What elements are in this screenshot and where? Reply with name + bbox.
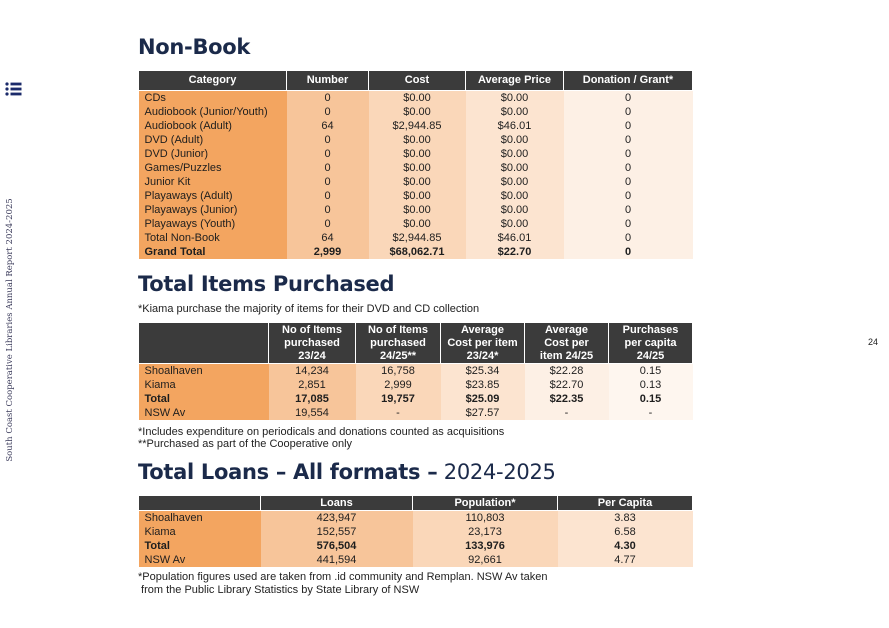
nonbook-cell: 0 xyxy=(564,245,693,259)
purchased-cell: 19,757 xyxy=(356,392,441,406)
purchased-title: Total Items Purchased xyxy=(138,272,395,296)
purchased-cell: Shoalhaven xyxy=(139,364,269,379)
nonbook-cell: $0.00 xyxy=(466,147,564,161)
nonbook-cell: Junior Kit xyxy=(139,175,287,189)
nonbook-cell: Audiobook (Adult) xyxy=(139,119,287,133)
nonbook-cell: DVD (Junior) xyxy=(139,147,287,161)
nonbook-cell: $0.00 xyxy=(369,203,466,217)
purchased-cell: $22.70 xyxy=(525,378,609,392)
loans-cell: NSW Av xyxy=(139,553,261,567)
nonbook-header-2: Cost xyxy=(369,71,466,91)
nonbook-cell: 0 xyxy=(287,133,369,147)
purchased-cell: 17,085 xyxy=(269,392,356,406)
nonbook-cell: 0 xyxy=(287,203,369,217)
nonbook-cell: 0 xyxy=(564,105,693,119)
nonbook-cell: $0.00 xyxy=(369,161,466,175)
nonbook-cell: Playaways (Youth) xyxy=(139,217,287,231)
purchased-footnote-1: *Includes expenditure on periodicals and donations counted as acquisitions xyxy=(138,426,505,438)
nonbook-row xyxy=(139,161,693,175)
loans-cell: Total xyxy=(139,539,261,553)
nonbook-title: Non-Book xyxy=(138,35,251,59)
purchased-table xyxy=(138,322,693,420)
nonbook-cell: $22.70 xyxy=(466,245,564,259)
nonbook-cell: 64 xyxy=(287,231,369,245)
nonbook-row xyxy=(139,245,693,259)
loans-cell: 441,594 xyxy=(261,553,413,567)
purchased-cell: $22.28 xyxy=(525,364,609,379)
nonbook-cell: 0 xyxy=(287,161,369,175)
nonbook-cell: $68,062.71 xyxy=(369,245,466,259)
nonbook-cell: Games/Puzzles xyxy=(139,161,287,175)
purchased-cell: $22.35 xyxy=(525,392,609,406)
nonbook-row xyxy=(139,119,693,133)
loans-row xyxy=(139,539,693,553)
page-number: 24 xyxy=(868,337,879,347)
purchased-cell: 0.15 xyxy=(609,392,693,406)
nonbook-cell: $0.00 xyxy=(369,105,466,119)
loans-cell: 92,661 xyxy=(413,553,558,567)
purchased-footnote-2: **Purchased as part of the Cooperative only xyxy=(138,438,353,450)
purchased-cell: 0.15 xyxy=(609,364,693,379)
nonbook-row xyxy=(139,217,693,231)
purchased-cell: 19,554 xyxy=(269,406,356,420)
nonbook-cell: 0 xyxy=(564,91,693,106)
nonbook-cell: DVD (Adult) xyxy=(139,133,287,147)
loans-cell: 6.58 xyxy=(558,525,693,539)
nonbook-cell: Audiobook (Junior/Youth) xyxy=(139,105,287,119)
nonbook-row xyxy=(139,105,693,119)
purchased-cell: - xyxy=(356,406,441,420)
loans-header-0 xyxy=(139,496,261,511)
purchased-cell: 2,851 xyxy=(269,378,356,392)
nonbook-cell: 0 xyxy=(564,189,693,203)
purchased-header-4: Average Cost per item 24/25 xyxy=(525,323,609,364)
purchased-row xyxy=(139,392,693,406)
nonbook-cell: 0 xyxy=(287,175,369,189)
loans-cell: 23,173 xyxy=(413,525,558,539)
purchased-cell: - xyxy=(525,406,609,420)
purchased-cell: $25.09 xyxy=(441,392,525,406)
nonbook-cell: $0.00 xyxy=(369,147,466,161)
nonbook-cell: 0 xyxy=(287,147,369,161)
loans-cell: 4.77 xyxy=(558,553,693,567)
nonbook-cell: 0 xyxy=(564,161,693,175)
purchased-header-0 xyxy=(139,323,269,364)
nonbook-header-1: Number xyxy=(287,71,369,91)
nonbook-cell: 0 xyxy=(564,133,693,147)
purchased-header-1: No of Items purchased 23/24 xyxy=(269,323,356,364)
nonbook-row xyxy=(139,147,693,161)
nonbook-cell: 0 xyxy=(564,147,693,161)
nonbook-cell: $0.00 xyxy=(369,133,466,147)
nonbook-cell: $0.00 xyxy=(466,133,564,147)
purchased-cell: 2,999 xyxy=(356,378,441,392)
nonbook-cell: Playaways (Junior) xyxy=(139,203,287,217)
loans-cell: 152,557 xyxy=(261,525,413,539)
purchased-cell: 14,234 xyxy=(269,364,356,379)
nonbook-cell: 0 xyxy=(287,189,369,203)
loans-row xyxy=(139,525,693,539)
loans-title-main: Total Loans – All formats – xyxy=(138,460,438,484)
purchased-cell: - xyxy=(609,406,693,420)
nonbook-cell: Grand Total xyxy=(139,245,287,259)
nonbook-row xyxy=(139,231,693,245)
nonbook-cell: 0 xyxy=(564,217,693,231)
nonbook-cell: CDs xyxy=(139,91,287,106)
loans-title xyxy=(138,460,556,484)
loans-cell: 3.83 xyxy=(558,511,693,526)
nonbook-table xyxy=(138,70,693,259)
loans-cell: Kiama xyxy=(139,525,261,539)
nonbook-row xyxy=(139,91,693,106)
list-menu-icon[interactable] xyxy=(5,81,23,97)
nonbook-cell: 0 xyxy=(564,175,693,189)
purchased-cell: $23.85 xyxy=(441,378,525,392)
nonbook-cell: 0 xyxy=(564,203,693,217)
purchased-cell: $27.57 xyxy=(441,406,525,420)
nonbook-cell: $0.00 xyxy=(466,175,564,189)
nonbook-cell: $2,944.85 xyxy=(369,119,466,133)
nonbook-cell: 0 xyxy=(287,217,369,231)
nonbook-row xyxy=(139,175,693,189)
purchased-cell: 16,758 xyxy=(356,364,441,379)
nonbook-header-3: Average Price xyxy=(466,71,564,91)
nonbook-cell: $46.01 xyxy=(466,119,564,133)
nonbook-cell: Playaways (Adult) xyxy=(139,189,287,203)
nonbook-cell: $0.00 xyxy=(369,175,466,189)
nonbook-cell: 0 xyxy=(564,119,693,133)
purchased-header-2: No of Items purchased 24/25** xyxy=(356,323,441,364)
nonbook-cell: $0.00 xyxy=(369,189,466,203)
loans-table xyxy=(138,495,693,567)
purchased-cell: Total xyxy=(139,392,269,406)
nonbook-cell: $0.00 xyxy=(466,203,564,217)
loans-footnote: *Population figures used are taken from .id community and Remplan. NSW Av taken from the Public Library Statistics by State Library of NSW xyxy=(138,571,548,596)
nonbook-header-0: Category xyxy=(139,71,287,91)
loans-header-2: Population* xyxy=(413,496,558,511)
loans-cell: Shoalhaven xyxy=(139,511,261,526)
purchased-header-5: Purchases per capita 24/25 xyxy=(609,323,693,364)
loans-header-3: Per Capita xyxy=(558,496,693,511)
loans-header-1: Loans xyxy=(261,496,413,511)
loans-row xyxy=(139,511,693,526)
report-side-title: South Coast Cooperative Libraries Annual Report 2024-2025 xyxy=(5,198,15,462)
nonbook-row xyxy=(139,203,693,217)
nonbook-cell: Total Non-Book xyxy=(139,231,287,245)
purchased-row xyxy=(139,406,693,420)
purchased-note: *Kiama purchase the majority of items for their DVD and CD collection xyxy=(138,303,480,315)
nonbook-cell: $0.00 xyxy=(466,91,564,106)
nonbook-cell: $0.00 xyxy=(466,217,564,231)
purchased-row xyxy=(139,364,693,379)
nonbook-row xyxy=(139,133,693,147)
nonbook-cell: 2,999 xyxy=(287,245,369,259)
loans-cell: 423,947 xyxy=(261,511,413,526)
nonbook-cell: 0 xyxy=(287,105,369,119)
purchased-cell: Kiama xyxy=(139,378,269,392)
nonbook-cell: $46.01 xyxy=(466,231,564,245)
loans-cell: 110,803 xyxy=(413,511,558,526)
purchased-row xyxy=(139,378,693,392)
nonbook-cell: $0.00 xyxy=(369,217,466,231)
nonbook-cell: $2,944.85 xyxy=(369,231,466,245)
purchased-cell: NSW Av xyxy=(139,406,269,420)
nonbook-cell: $0.00 xyxy=(369,91,466,106)
loans-cell: 4.30 xyxy=(558,539,693,553)
nonbook-cell: 0 xyxy=(287,91,369,106)
loans-title-year: 2024-2025 xyxy=(437,460,556,484)
purchased-cell: 0.13 xyxy=(609,378,693,392)
nonbook-row xyxy=(139,189,693,203)
purchased-cell: $25.34 xyxy=(441,364,525,379)
nonbook-cell: $0.00 xyxy=(466,189,564,203)
purchased-header-3: Average Cost per item 23/24* xyxy=(441,323,525,364)
nonbook-cell: 0 xyxy=(564,231,693,245)
nonbook-cell: $0.00 xyxy=(466,105,564,119)
nonbook-header-4: Donation / Grant* xyxy=(564,71,693,91)
nonbook-cell: 64 xyxy=(287,119,369,133)
loans-cell: 133,976 xyxy=(413,539,558,553)
loans-cell: 576,504 xyxy=(261,539,413,553)
nonbook-cell: $0.00 xyxy=(466,161,564,175)
loans-row xyxy=(139,553,693,567)
